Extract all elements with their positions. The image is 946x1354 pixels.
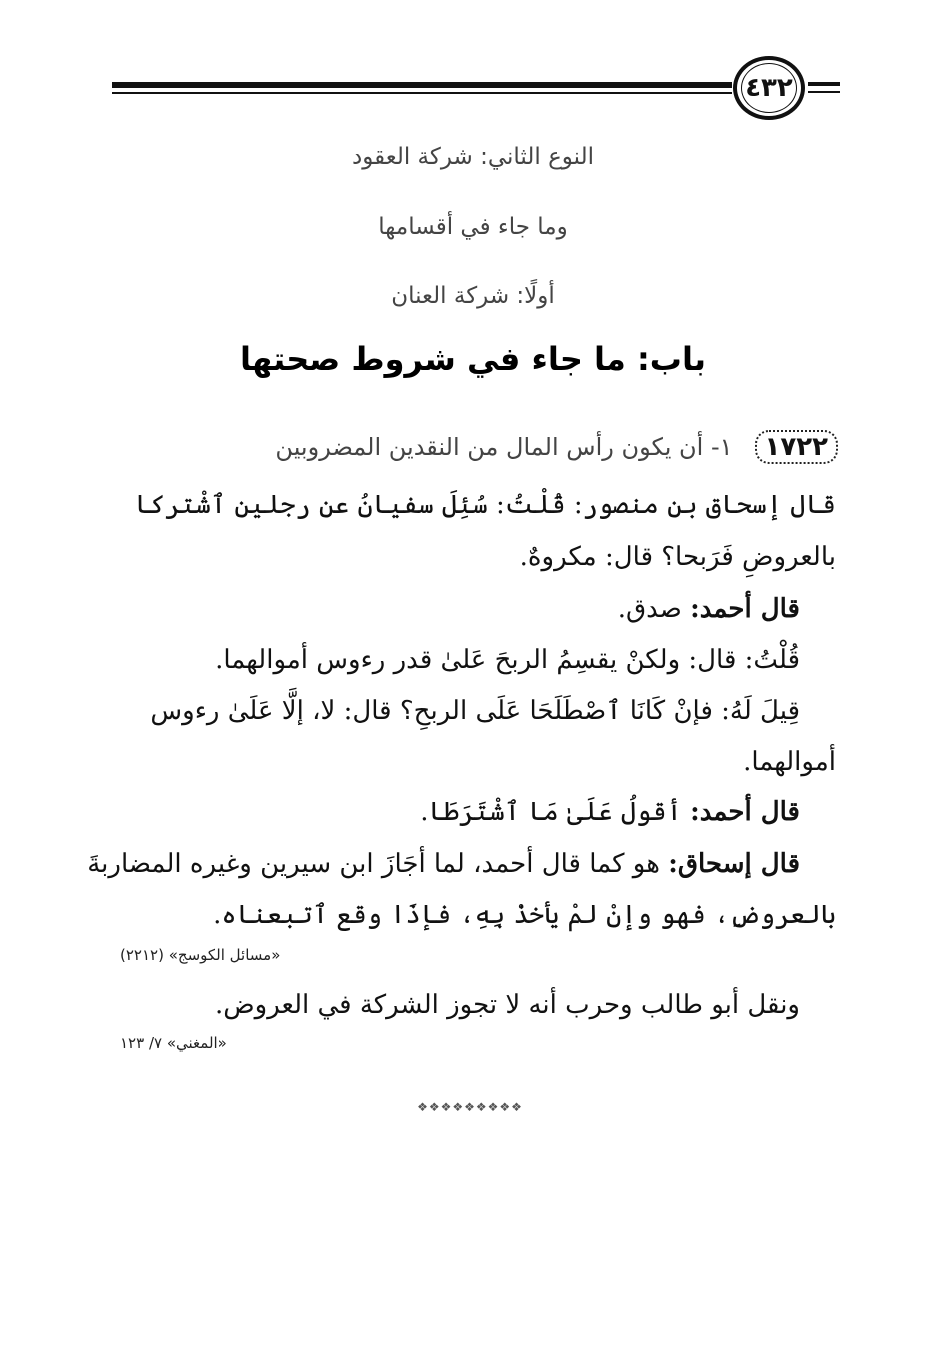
body-line: قُلْتُ: قال: ولكنْ يقسِمُ الربحَ عَلىٰ قدر رءوس أموالهما. [215,645,800,675]
chapter-heading: باب: ما جاء في شروط صحتها [240,340,706,378]
body-text: قِيلَ لَهُ: فإنْ كَانَا ٱصْطَلَحَا عَلَى الربحِ؟ قال: لا، إلَّا عَلَىٰ رءوس [150,696,800,726]
section-sub-heading: وما جاء في أقسامها [378,214,568,240]
speaker-label: قال أحمد: [690,594,800,624]
body-line: بالعروضِ، فهو وإنْ لمْ يأخذْ بِهِ، فإذَا وقع ٱتبعناه. [213,900,836,930]
speaker-label: قال أحمد: [690,797,800,827]
header-rule-right [808,82,840,86]
page-number: ٤٣٢ [733,56,805,120]
body-line [420,795,800,829]
body-line: ونقل أبو طالب وحرب أنه لا تجوز الشركة في العروض. [214,990,800,1020]
page-number-ring [741,63,797,113]
body-text: صدق. [617,594,691,624]
body-text: قال إسحاق بن منصور: قُلْتُ: سُئِلَ سفيانُ عن رجلين ٱشْتركا [134,490,836,520]
end-ornament: ❖❖❖❖❖❖❖❖❖ [417,1100,523,1114]
header-rule-thin [112,92,732,94]
item-number: ١٧٢٢ [755,430,838,464]
body-line [118,488,836,522]
body-line [618,592,800,626]
header-rule [112,82,732,88]
body-line: بالعروضِ فَرَبحا؟ قال: مكروهٌ. [519,542,836,572]
body-line [118,694,800,728]
speaker-label: قال إسحاق: [668,849,800,879]
section-type-heading: النوع الثاني: شركة العقود [351,144,595,170]
source-citation: «مسائل الكوسج» (٢٢١٢) [120,946,281,964]
body-line: أموالهما. [743,747,836,777]
item-heading [275,430,838,464]
source-citation: «المغني» ٧/ ١٢٣ [120,1034,227,1052]
body-line [87,847,800,881]
header-rule-right-thin [808,91,840,93]
body-text: هو كما قال أحمد، لما أجَازَ ابن سيرين وغيره المضاربةَ [87,849,669,879]
body-text: أقولُ عَلَىٰ مَا ٱشْتَرَطَا. [420,797,691,827]
item-title: ١- أن يكون رأس المال من النقدين المضروبين [275,433,733,461]
section-first-heading: أولًا: شركة العنان [391,283,555,309]
